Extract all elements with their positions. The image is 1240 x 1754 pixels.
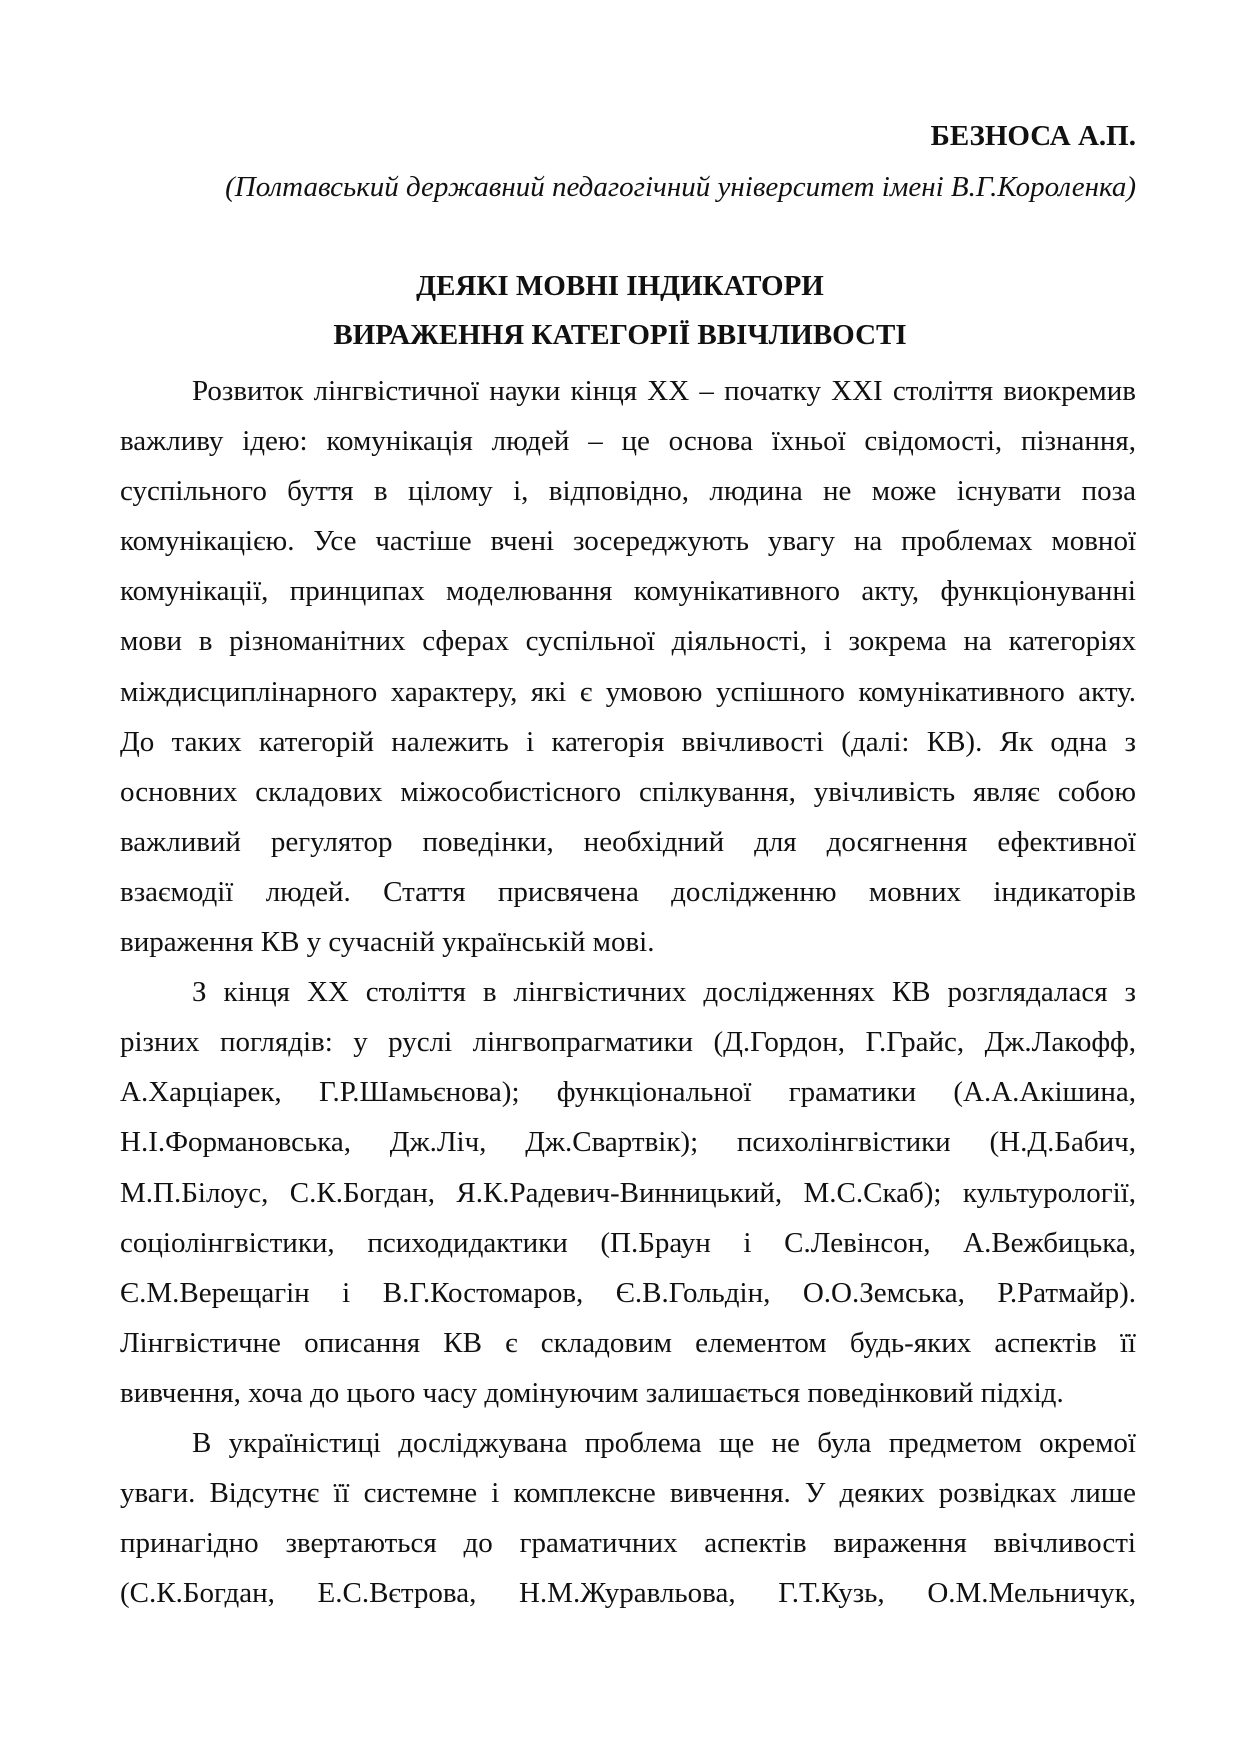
text-line: основних складових міжособистісного спілкування, увічливість являє собою	[120, 775, 1136, 808]
text-line: До таких категорій належить і категорія ввічливості (далі: КВ). Як одна з	[120, 725, 1136, 758]
text-line: важливий регулятор поведінки, необхідний для досягнення ефективної	[120, 825, 1136, 858]
text-line: уваги. Відсутнє її системне і комплексне вивчення. У деяких розвідках лише	[120, 1477, 1136, 1510]
text-line: важливу ідею: комунікація людей – це основа їхньої свідомості, пізнання,	[120, 425, 1136, 458]
text-line: Лінгвістичне описання КВ є складовим елементом будь-яких аспектів її	[120, 1326, 1136, 1359]
text-line: (С.К.Богдан, Е.С.Вєтрова, Н.М.Журавльова, Г.Т.Кузь, О.М.Мельничук,	[120, 1577, 1136, 1610]
text-line: А.Харціарек, Г.Р.Шамьєнова); функціональної граматики (А.А.Акішина,	[120, 1076, 1136, 1109]
text-line: соціолінгвістики, психодидактики (П.Браун і С.Левінсон, А.Вежбицька,	[120, 1226, 1136, 1259]
text-line: міждисциплінарного характеру, які є умовою успішного комунікативного акту.	[120, 675, 1136, 708]
text-line: різних поглядів: у руслі лінгвопрагматики (Д.Гордон, Г.Грайс, Дж.Лакофф,	[120, 1026, 1136, 1059]
author-affiliation: (Полтавський державний педагогічний університет імені В.Г.Короленка)	[225, 171, 1136, 203]
article-body	[120, 366, 1136, 1618]
article-title-line-2: ВИРАЖЕННЯ КАТЕГОРІЇ ВВІЧЛИВОСТІ	[333, 319, 907, 351]
text-line: комунікацією. Усе частіше вчені зосереджують увагу на проблемах мовної	[120, 525, 1136, 558]
article-title-line-1: ДЕЯКІ МОВНІ ІНДИКАТОРИ	[416, 270, 824, 302]
text-line: взаємодії людей. Стаття присвячена дослідженню мовних індикаторів	[120, 875, 1136, 908]
text-line: З кінця XX століття в лінгвістичних дослідженнях КВ розглядалася з	[192, 976, 1136, 1009]
text-line: мови в різноманітних сферах суспільної діяльності, і зокрема на категоріях	[120, 625, 1136, 658]
text-line: М.П.Білоус, С.К.Богдан, Я.К.Радевич-Винницький, М.С.Скаб); культурології,	[120, 1176, 1136, 1209]
text-line: Є.М.Верещагін і В.Г.Костомаров, Є.В.Гольдін, О.О.Земська, Р.Ратмайр).	[120, 1276, 1136, 1309]
paragraph	[120, 366, 1136, 967]
text-line: суспільного буття в цілому і, відповідно, людина не може існувати поза	[120, 475, 1136, 508]
text-line: вивчення, хоча до цього часу домінуючим залишається поведінковий підхід.	[120, 1376, 1064, 1409]
text-line: вираження КВ у сучасній українській мові.	[120, 926, 655, 959]
paragraph	[120, 967, 1136, 1418]
text-line: Розвиток лінгвістичної науки кінця XX – початку XXI століття виокремив	[192, 375, 1136, 407]
text-line: комунікації, принципах моделювання комунікативного акту, функціонуванні	[120, 575, 1136, 608]
text-line: В україністиці досліджувана проблема ще не була предметом окремої	[192, 1426, 1136, 1459]
author-name: БЕЗНОСА А.П.	[930, 120, 1136, 152]
paragraph	[120, 1418, 1136, 1618]
text-line: принагідно звертаються до граматичних аспектів вираження ввічливості	[120, 1527, 1136, 1560]
text-line: Н.І.Формановська, Дж.Ліч, Дж.Свартвік); психолінгвістики (Н.Д.Бабич,	[120, 1126, 1136, 1159]
